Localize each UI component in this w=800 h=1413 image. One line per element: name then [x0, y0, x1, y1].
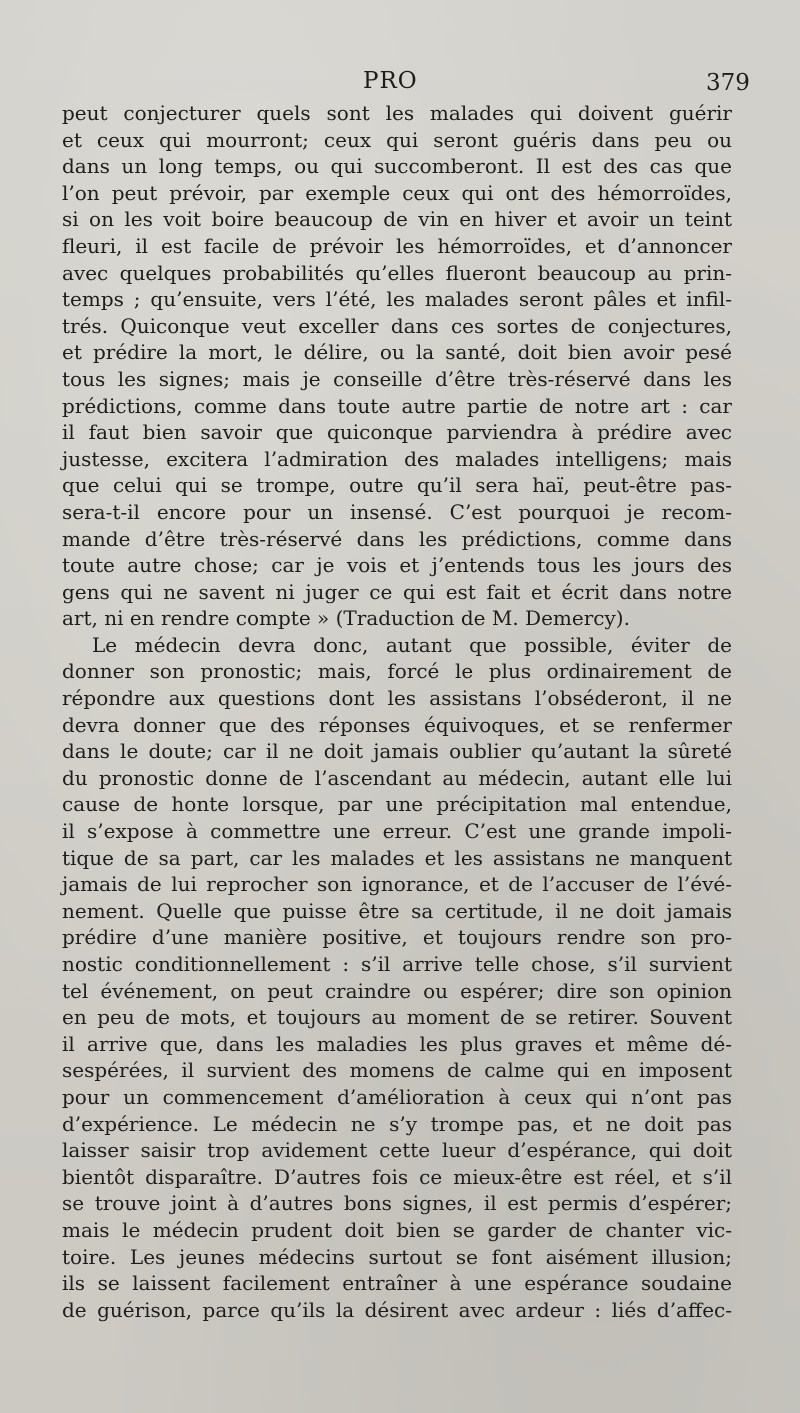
text-line: jamais de lui reprocher son ignorance, et de l’accuser de l’évé- — [62, 872, 732, 897]
page-number: 379 — [706, 70, 750, 96]
text-line: se trouve joint à d’autres bons signes, il est permis d’espérer; — [62, 1191, 732, 1216]
text-line: tel événement, on peut craindre ou espérer; dire son opinion — [62, 978, 732, 1003]
text-line: temps ; qu’ensuite, vers l’été, les malades seront pâles et infil- — [62, 287, 732, 312]
text-line: toire. Les jeunes médecins surtout se font aisément illusion; — [62, 1244, 732, 1269]
text-line: fleuri, il est facile de prévoir les hémorroïdes, et d’annoncer — [62, 233, 732, 258]
text-line: prédictions, comme dans toute autre partie de notre art : car — [62, 393, 732, 418]
text-line: et prédire la mort, le délire, ou la santé, doit bien avoir pesé — [62, 340, 732, 365]
paragraph-1 — [62, 100, 732, 632]
text-line: tous les signes; mais je conseille d’être très-réservé dans les — [62, 366, 732, 391]
text-line: trés. Quiconque veut exceller dans ces sortes de conjectures, — [62, 313, 732, 338]
text-line: de guérison, parce qu’ils la désirent avec ardeur : liés d’affec- — [62, 1297, 732, 1322]
text-line: nement. Quelle que puisse être sa certitude, il ne doit jamais — [62, 898, 732, 923]
text-line: Le médecin devra donc, autant que possible, éviter de — [92, 632, 732, 657]
text-line: cause de honte lorsque, par une précipitation mal entendue, — [62, 792, 732, 817]
text-line: dans un long temps, ou qui succomberont. Il est des cas que — [62, 154, 732, 179]
text-line: du pronostic donne de l’ascendant au médecin, autant elle lui — [62, 765, 732, 790]
text-line: nostic conditionnellement : s’il arrive telle chose, s’il survient — [62, 952, 732, 976]
text-line: tique de sa part, car les malades et les assistans ne manquent — [62, 845, 732, 870]
text-line: gens qui ne savent ni juger ce qui est fait et écrit dans notre — [62, 579, 732, 604]
text-line: il arrive que, dans les maladies les plus graves et même dé- — [62, 1031, 732, 1056]
text-line: justesse, excitera l’admiration des malades intelligens; mais — [62, 446, 732, 471]
running-head: PRO — [363, 68, 418, 94]
text-line: laisser saisir trop avidement cette lueur d’espérance, qui doit — [62, 1138, 732, 1163]
text-line: dans le doute; car il ne doit jamais oublier qu’autant la sûreté — [62, 739, 732, 764]
text-line: l’on peut prévoir, par exemple ceux qui ont des hémorroïdes, — [62, 180, 732, 205]
text-line: d’expérience. Le médecin ne s’y trompe pas, et ne doit pas — [62, 1111, 732, 1136]
text-line: en peu de mots, et toujours au moment de se retirer. Souvent — [62, 1005, 732, 1030]
text-line: il s’expose à commettre une erreur. C’est une grande impoli- — [62, 819, 732, 844]
page-header — [0, 62, 800, 102]
text-line: que celui qui se trompe, outre qu’il sera haï, peut-être pas- — [62, 473, 732, 498]
text-line: pour un commencement d’amélioration à ceux qui n’ont pas — [62, 1084, 732, 1109]
text-line: toute autre chose; car je vois et j’entends tous les jours des — [62, 553, 732, 578]
text-line: mais le médecin prudent doit bien se garder de chanter vic- — [62, 1217, 732, 1242]
text-line: avec quelques probabilités qu’elles flueront beaucoup au prin- — [62, 260, 732, 285]
text-line: sera-t-il encore pour un insensé. C’est pourquoi je recom- — [62, 499, 732, 524]
text-line: prédire d’une manière positive, et toujours rendre son pro- — [62, 925, 732, 950]
body-text — [62, 100, 732, 1323]
text-line: ils se laissent facilement entraîner à une espérance soudaine — [62, 1271, 732, 1296]
text-line: art, ni en rendre compte » (Traduction de M. Demercy). — [62, 606, 630, 631]
text-line: si on les voit boire beaucoup de vin en hiver et avoir un teint — [62, 207, 732, 232]
text-line: il faut bien savoir que quiconque parviendra à prédire avec — [62, 420, 732, 445]
text-line: répondre aux questions dont les assistans l’obséderont, il ne — [62, 686, 732, 711]
text-line: devra donner que des réponses équivoques, et se renfermer — [62, 712, 732, 737]
text-line: et ceux qui mourront; ceux qui seront guéris dans peu ou — [62, 127, 732, 152]
text-line: donner son pronostic; mais, forcé le plus ordinairement de — [62, 659, 732, 684]
text-line: peut conjecturer quels sont les malades qui doivent guérir — [62, 101, 732, 125]
paragraph-2 — [62, 632, 732, 1323]
text-line: mande d’être très-réservé dans les prédictions, comme dans — [62, 526, 732, 551]
text-line: bientôt disparaître. D’autres fois ce mieux-être est réel, et s’il — [62, 1164, 732, 1189]
text-line: sespérées, il survient des momens de calme qui en imposent — [62, 1058, 732, 1083]
